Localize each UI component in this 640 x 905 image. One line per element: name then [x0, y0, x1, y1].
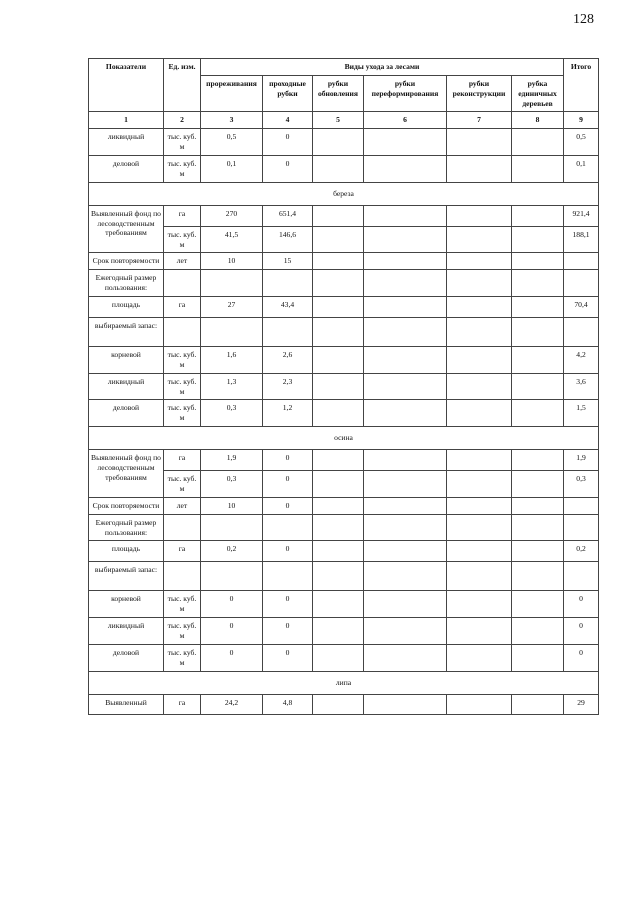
table-row: [89, 514, 599, 541]
table-row: [89, 694, 599, 714]
cell-total: 0: [564, 591, 599, 618]
cell-value: 0: [201, 591, 263, 618]
row-label: ликвидный: [89, 618, 164, 645]
col-single-trees-header: рубка единичных деревьев: [512, 75, 564, 112]
col-number: 1: [89, 112, 164, 129]
cell-value: 0: [201, 644, 263, 671]
section-title-linden: липа: [89, 671, 599, 694]
cell-total: 29: [564, 694, 599, 714]
table-row: [89, 156, 599, 183]
cell-value: 43,4: [263, 297, 313, 318]
section-title-aspen: осина: [89, 427, 599, 450]
cell-value: 0,3: [201, 400, 263, 427]
row-label: Ежегодный размер пользования:: [89, 514, 164, 541]
table-row: [89, 644, 599, 671]
row-unit: га: [164, 297, 201, 318]
cell-value: 41,5: [201, 226, 263, 253]
cell-value: 0,3: [201, 471, 263, 498]
col-passage-header: проходные рубки: [263, 75, 313, 112]
cell-value: 0: [263, 129, 313, 156]
table-row: [89, 450, 599, 471]
table-row: [89, 347, 599, 374]
row-unit: тыс. куб. м: [164, 226, 201, 253]
row-unit: га: [164, 450, 201, 471]
col-number: 2: [164, 112, 201, 129]
row-unit: тыс. куб. м: [164, 373, 201, 400]
col-number: 9: [564, 112, 599, 129]
row-label: корневой: [89, 591, 164, 618]
row-unit: тыс. куб. м: [164, 618, 201, 645]
cell-value: 0: [263, 618, 313, 645]
cell-value: 1,3: [201, 373, 263, 400]
section-row: [89, 182, 599, 205]
col-total-header: Итого: [564, 59, 599, 112]
section-title-birch: береза: [89, 182, 599, 205]
row-label: деловой: [89, 156, 164, 183]
section-row: [89, 671, 599, 694]
row-unit: тыс. куб. м: [164, 156, 201, 183]
row-label: площадь: [89, 541, 164, 562]
col-indicator-header: Показатели: [89, 59, 164, 112]
cell-value: 10: [201, 497, 263, 514]
row-unit: тыс. куб. м: [164, 129, 201, 156]
column-numbers-row: [89, 112, 599, 129]
row-label: выбираемый запас:: [89, 318, 164, 347]
col-number: 5: [313, 112, 364, 129]
col-number: 4: [263, 112, 313, 129]
row-label: корневой: [89, 347, 164, 374]
table-row: [89, 497, 599, 514]
cell-value: 1,9: [201, 450, 263, 471]
row-unit: тыс. куб. м: [164, 591, 201, 618]
cell-total: 1,5: [564, 400, 599, 427]
cell-value: 4,8: [263, 694, 313, 714]
cell-value: 0: [263, 644, 313, 671]
table-row: [89, 318, 599, 347]
row-label: деловой: [89, 400, 164, 427]
cell-value: 0,2: [201, 541, 263, 562]
row-label: Выявленный фонд по лесоводственным требованиям: [89, 205, 164, 253]
cell-value: 651,4: [263, 205, 313, 226]
table-row: [89, 400, 599, 427]
cell-total: 0,3: [564, 471, 599, 498]
cell-total: 188,1: [564, 226, 599, 253]
col-number: 8: [512, 112, 564, 129]
row-unit: лет: [164, 253, 201, 270]
table-row: [89, 618, 599, 645]
cell-value: 10: [201, 253, 263, 270]
cell-value: 0: [263, 471, 313, 498]
cell-value: 0: [263, 450, 313, 471]
row-label: деловой: [89, 644, 164, 671]
cell-value: 0: [263, 156, 313, 183]
cell-total: 0,5: [564, 129, 599, 156]
cell-value: 0,5: [201, 129, 263, 156]
page-number: 128: [573, 12, 594, 27]
row-unit: га: [164, 205, 201, 226]
row-label: Выявленный: [89, 694, 164, 714]
cell-total: 70,4: [564, 297, 599, 318]
row-unit: тыс. куб. м: [164, 644, 201, 671]
cell-value: 2,3: [263, 373, 313, 400]
cell-total: 0: [564, 618, 599, 645]
cell-total: 1,9: [564, 450, 599, 471]
col-renewal-header: рубки обновления: [313, 75, 364, 112]
forest-care-table: [88, 58, 599, 715]
row-label: ликвидный: [89, 129, 164, 156]
table-row: [89, 591, 599, 618]
row-label: ликвидный: [89, 373, 164, 400]
table-row: [89, 471, 599, 498]
cell-total: 0,1: [564, 156, 599, 183]
cell-value: 0: [263, 541, 313, 562]
table-row: [89, 373, 599, 400]
row-unit: га: [164, 694, 201, 714]
table-row: [89, 205, 599, 226]
row-label: Ежегодный размер пользования:: [89, 270, 164, 297]
col-care-types-header: Виды ухода за лесами: [201, 59, 564, 76]
col-number: 6: [364, 112, 447, 129]
cell-total: 0: [564, 644, 599, 671]
row-label: выбираемый запас:: [89, 562, 164, 591]
col-unit-header: Ед. изм.: [164, 59, 201, 112]
col-thinning-header: прореживания: [201, 75, 263, 112]
col-reconstruction-header: рубки реконструкции: [447, 75, 512, 112]
row-label: Срок повторяемости: [89, 497, 164, 514]
cell-value: 24,2: [201, 694, 263, 714]
table-row: [89, 562, 599, 591]
col-number: 3: [201, 112, 263, 129]
cell-total: 921,4: [564, 205, 599, 226]
row-unit: тыс. куб. м: [164, 471, 201, 498]
cell-total: 3,6: [564, 373, 599, 400]
table-row: [89, 253, 599, 270]
cell-total: 0,2: [564, 541, 599, 562]
row-unit: тыс. куб. м: [164, 347, 201, 374]
row-label: площадь: [89, 297, 164, 318]
table-row: [89, 541, 599, 562]
row-unit: лет: [164, 497, 201, 514]
row-unit: га: [164, 541, 201, 562]
section-row: [89, 427, 599, 450]
col-reformation-header: рубки переформирования: [364, 75, 447, 112]
row-label: Выявленный фонд по лесоводственным требованиям: [89, 450, 164, 498]
cell-value: 0,1: [201, 156, 263, 183]
cell-value: 270: [201, 205, 263, 226]
table-row: [89, 226, 599, 253]
col-number: 7: [447, 112, 512, 129]
table-row: [89, 297, 599, 318]
cell-value: 0: [201, 618, 263, 645]
table-row: [89, 129, 599, 156]
cell-total: 4,2: [564, 347, 599, 374]
cell-value: 1,6: [201, 347, 263, 374]
cell-value: 1,2: [263, 400, 313, 427]
cell-value: 2,6: [263, 347, 313, 374]
cell-value: 0: [263, 591, 313, 618]
header-row: [89, 59, 599, 76]
cell-value: 146,6: [263, 226, 313, 253]
row-unit: тыс. куб. м: [164, 400, 201, 427]
cell-value: 0: [263, 497, 313, 514]
row-label: Срок повторяемости: [89, 253, 164, 270]
cell-value: 27: [201, 297, 263, 318]
cell-value: 15: [263, 253, 313, 270]
table-row: [89, 270, 599, 297]
